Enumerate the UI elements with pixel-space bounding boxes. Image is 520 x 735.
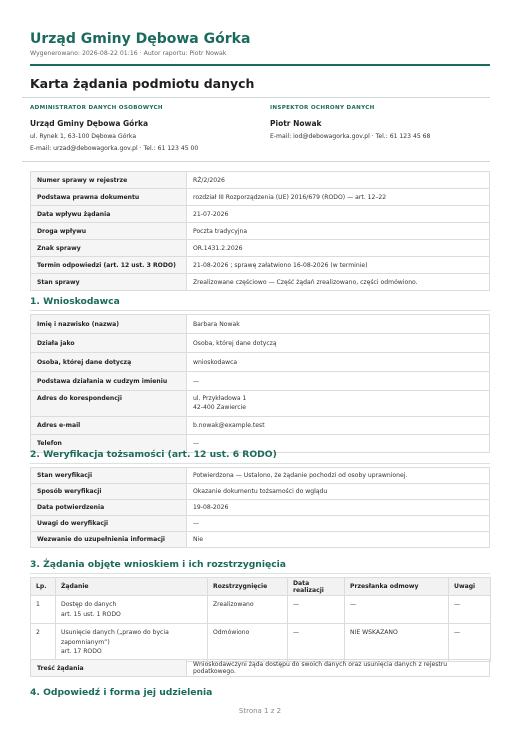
case-key: Podstawa prawna dokumentu [31,189,187,206]
administrator-name: Urząd Gminy Dębowa Górka [30,119,149,128]
applicant-key: Osoba, której dane dotyczą [31,353,187,372]
document-title: Karta żądania podmiotu danych [30,76,255,91]
request-text-line: art. 17 RODO [61,648,102,655]
verification-value: 19-08-2026 [187,500,490,516]
administrator-contact: E-mail: urzad@debowagorka.gov.pl · Tel.: 61 123 45 00 [30,145,199,152]
section-3-divider [30,573,490,574]
case-value: Zrealizowane częściowo — Część żądań zrealizowano, części odmówiono. [187,274,490,291]
request-description [56,624,208,662]
verification-key: Stan weryfikacji [31,468,187,484]
request-notes: — [449,596,491,624]
case-key: Droga wpływu [31,223,187,240]
request-lp: 2 [31,624,56,662]
applicant-key: Imię i nazwisko (nazwa) [31,315,187,334]
case-row [31,223,490,240]
request-content-table [30,659,490,677]
applicant-key: Adres e-mail [31,417,187,435]
request-content-row [31,660,490,677]
case-row [31,240,490,257]
applicant-value: — [187,435,490,453]
verification-value: — [187,516,490,532]
case-key: Numer sprawy w rejestrze [31,172,187,189]
request-text-line: Dostęp do danych [61,601,117,608]
verification-value: Nie [187,532,490,548]
section-4-title: 4. Odpowiedź i forma jej udzielenia [30,687,213,698]
verification-row [31,500,490,516]
request-lp: 1 [31,596,56,624]
case-key: Data wpływu żądania [31,206,187,223]
column-header-decision: Rozstrzygnięcie [208,578,288,596]
page-number: Strona 1 z 2 [238,707,282,715]
address-line-1: ul. Przykładowa 1 [193,395,247,402]
applicant-row [31,334,490,353]
case-value: 21-07-2026 [187,206,490,223]
verification-row [31,484,490,500]
applicant-value: Osoba, której dane dotyczą [187,334,490,353]
office-name-header: Urząd Gminy Dębowa Górka [30,31,251,47]
case-table [30,171,490,291]
applicant-value: b.nowak@example.test [187,417,490,435]
request-text-line: art. 15 ust. 1 RODO [61,610,121,618]
case-value: OR.1431.2.2026 [187,240,490,257]
administrator-label: ADMINISTRATOR DANYCH OSOBOWYCH [30,105,163,111]
applicant-value: wnioskodawca [187,353,490,372]
request-decision: Odmówiono [208,624,288,662]
column-header-request: Żądanie [56,578,208,596]
verification-key: Data potwierdzenia [31,500,187,516]
applicant-key: Adres do korespondencji [31,391,187,417]
inspector-box [262,97,490,159]
section-3-title: 3. Żądania objęte wnioskiem i ich rozstrzygnięcia [30,559,287,570]
case-row [31,257,490,274]
case-key: Termin odpowiedzi (art. 12 ust. 3 RODO) [31,257,187,274]
section-2-title: 2. Weryfikacja tożsamości (art. 12 ust. 6 RODO) [30,449,277,460]
applicant-value: Barbara Nowak [187,315,490,334]
request-row [31,596,491,624]
case-value: RŻ/2/2026 [187,172,490,189]
case-row [31,172,490,189]
column-header-lp: Lp. [31,578,56,596]
verification-row [31,468,490,484]
section-1-divider [30,310,490,311]
request-content-value: Wnioskodawczyni żąda dostępu do swoich danych oraz usunięcia danych z rejestru podatkowego. [187,660,490,677]
verification-row [31,516,490,532]
verification-row [31,532,490,548]
case-key: Stan sprawy [31,274,187,291]
case-value: rozdział III Rozporządzenia (UE) 2016/679 (RODO) — art. 12–22 [187,189,490,206]
case-value: 21-08-2026 ; sprawę załatwiono 16-08-2026 (w terminie) [187,257,490,274]
request-description [56,596,208,624]
inspector-name: Piotr Nowak [270,119,322,128]
applicant-row [31,417,490,435]
verification-value: Potwierdzona — Ustalono, że żądanie pochodzi od osoby uprawnionej. [187,468,490,484]
request-row [31,624,491,662]
applicant-row [31,353,490,372]
inspector-contact: E-mail: iod@debowagorka.gov.pl · Tel.: 61 123 45 68 [270,133,431,140]
requests-header-row [31,578,491,596]
header-divider [30,64,490,66]
request-notes: — [449,624,491,662]
party-bottom-divider [22,161,490,162]
applicant-key: Telefon [31,435,187,453]
request-date: — [288,596,345,624]
case-row [31,206,490,223]
request-text-line: Usunięcie danych („prawo do bycia [61,629,169,636]
applicant-key: Działa jako [31,334,187,353]
case-key: Znak sprawy [31,240,187,257]
verification-key: Wezwanie do uzupełnienia informacji [31,532,187,548]
applicant-key: Podstawa działania w cudzym imieniu [31,372,187,391]
column-header-refusal: Przesłanka odmowy [345,578,449,596]
request-refusal: NIE WSKAZANO [345,624,449,662]
request-decision: Zrealizowano [208,596,288,624]
verification-table [30,467,490,548]
generation-meta: Wygenerowano: 2026-08-22 01:16 · Autor raportu: Piotr Nowak [30,50,227,57]
column-header-date: Data realizacji [288,578,345,596]
requests-table [30,577,491,662]
section-2-divider [30,463,490,464]
applicant-table [30,314,490,453]
request-date: — [288,624,345,662]
applicant-row [31,391,490,417]
request-refusal: — [345,596,449,624]
applicant-row [31,372,490,391]
request-text-line: zapomnianym”) [61,638,110,646]
verification-value: Okazanie dokumentu tożsamości do wglądu [187,484,490,500]
column-header-notes: Uwagi [449,578,491,596]
case-row [31,274,490,291]
applicant-value: — [187,372,490,391]
administrator-box [22,97,260,159]
applicant-address [187,391,490,417]
verification-key: Sposób weryfikacji [31,484,187,500]
section-1-title: 1. Wnioskodawca [30,296,120,307]
case-value: Poczta tradycyjna [187,223,490,240]
inspector-label: INSPEKTOR OCHRONY DANYCH [270,105,375,111]
administrator-address: ul. Rynek 1, 63-100 Dębowa Górka [30,133,137,140]
case-row [31,189,490,206]
address-line-2: 42-400 Zawiercie [193,404,247,411]
applicant-row [31,315,490,334]
request-content-key: Treść żądania [31,660,187,677]
verification-key: Uwagi do weryfikacji [31,516,187,532]
